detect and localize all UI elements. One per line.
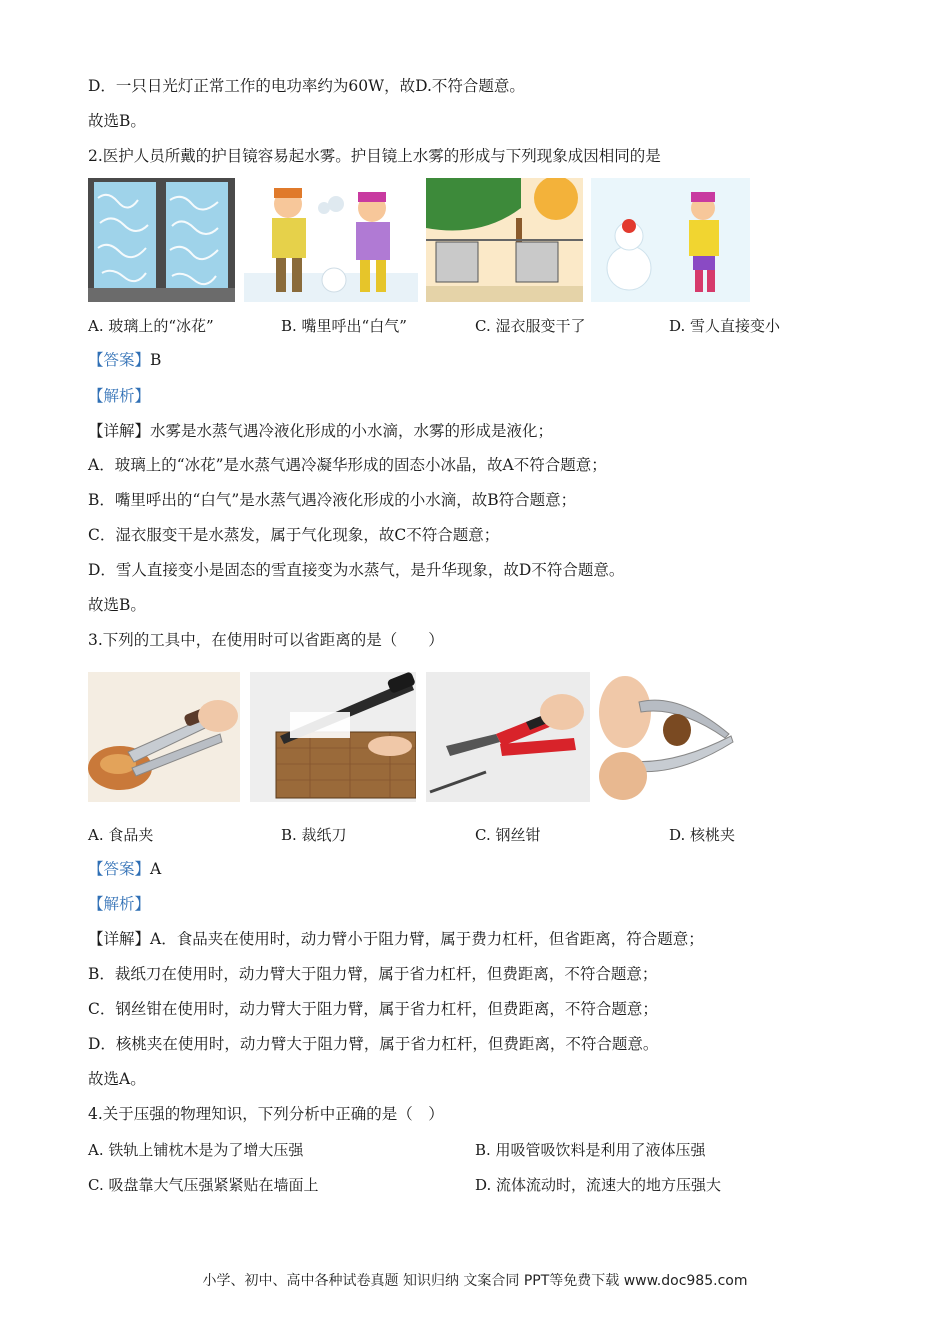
q4-option-c: C. 吸盘靠大气压强紧紧贴在墙面上	[88, 1176, 319, 1194]
q3-option-c: C. 钢丝钳	[475, 826, 541, 844]
answer-tag: 【答案】	[88, 351, 151, 369]
q2-detail	[88, 420, 553, 442]
q3-analysis-heading	[88, 893, 150, 915]
analysis-tag: 【解析】	[88, 387, 151, 405]
q3-option-b: B. 裁纸刀	[281, 826, 347, 844]
q2-image-breath-white-air	[244, 178, 418, 302]
q1-option-d-explanation: D．一只日光灯正常工作的电功率约为60W，故D.不符合题意。	[88, 77, 525, 95]
q2-image-snowman-shrinks	[591, 178, 750, 302]
q2-explanation-c: C．湿衣服变干是水蒸发，属于气化现象，故C不符合题意；	[88, 526, 500, 544]
q4-option-d: D. 流体流动时，流速大的地方压强大	[475, 1176, 722, 1194]
q3-image-walnut-cracker	[599, 672, 735, 804]
q2-analysis-heading	[88, 385, 150, 407]
q3-conclusion: 故选A。	[88, 1070, 146, 1088]
q3-explanation-d: D．核桃夹在使用时，动力臂大于阻力臂，属于省力杠杆，但费距离，不符合题意。	[88, 1035, 659, 1053]
q3-option-a: A. 食品夹	[88, 826, 154, 844]
q2-option-d: D. 雪人直接变小	[669, 317, 781, 335]
answer-value: B	[150, 351, 162, 369]
q2-stem: 2.医护人员所戴的护目镜容易起水雾。护目镜上水雾的形成与下列现象成因相同的是	[88, 147, 661, 165]
detail-tag: 【详解】	[88, 422, 151, 440]
q3-stem: 3.下列的工具中，在使用时可以省距离的是（ ）	[88, 631, 444, 649]
q2-option-a: A. 玻璃上的“冰花”	[88, 317, 214, 335]
q2-answer	[88, 349, 161, 371]
answer-tag: 【答案】	[88, 860, 151, 878]
analysis-tag: 【解析】	[88, 895, 151, 913]
detail-text: A．食品夹在使用时，动力臂小于阻力臂，属于费力杠杆，但省距离，符合题意；	[150, 930, 704, 948]
q2-explanation-a: A．玻璃上的“冰花”是水蒸气遇冷凝华形成的固态小冰晶，故A不符合题意；	[88, 456, 607, 474]
q4-option-b: B. 用吸管吸饮料是利用了液体压强	[475, 1141, 706, 1159]
q2-image-ice-flowers-window	[88, 178, 235, 302]
q4-option-a: A. 铁轨上铺枕木是为了增大压强	[88, 1141, 304, 1159]
q2-option-b: B. 嘴里呼出“白气”	[281, 317, 407, 335]
q3-detail	[88, 928, 704, 950]
q3-image-paper-cutter	[250, 672, 416, 802]
q3-explanation-c: C．钢丝钳在使用时，动力臂大于阻力臂，属于省力杠杆，但费距离，不符合题意；	[88, 1000, 658, 1018]
q2-conclusion: 故选B。	[88, 596, 146, 614]
answer-value: A	[150, 860, 162, 878]
q2-explanation-d: D．雪人直接变小是固态的雪直接变为水蒸气，是升华现象，故D不符合题意。	[88, 561, 625, 579]
q4-stem: 4.关于压强的物理知识，下列分析中正确的是（ ）	[88, 1105, 444, 1123]
q3-option-d: D. 核桃夹	[669, 826, 736, 844]
q3-image-wire-pliers	[426, 672, 590, 802]
q2-explanation-b: B．嘴里呼出的“白气”是水蒸气遇冷液化形成的小水滴，故B符合题意；	[88, 491, 577, 509]
q3-answer	[88, 858, 161, 880]
detail-tag: 【详解】	[88, 930, 151, 948]
q3-explanation-b: B．裁纸刀在使用时，动力臂大于阻力臂，属于省力杠杆，但费距离，不符合题意；	[88, 965, 658, 983]
q1-conclusion: 故选B。	[88, 112, 146, 130]
q3-image-food-tongs	[88, 672, 240, 802]
detail-text: 水雾是水蒸气遇冷液化形成的小水滴，水雾的形成是液化；	[150, 422, 554, 440]
q2-image-clothes-drying	[426, 178, 583, 302]
page-footer: 小学、初中、高中各种试卷真题 知识归纳 文案合同 PPT等免费下载 www.doc985.com	[202, 1273, 748, 1289]
q2-option-c: C. 湿衣服变干了	[475, 317, 586, 335]
